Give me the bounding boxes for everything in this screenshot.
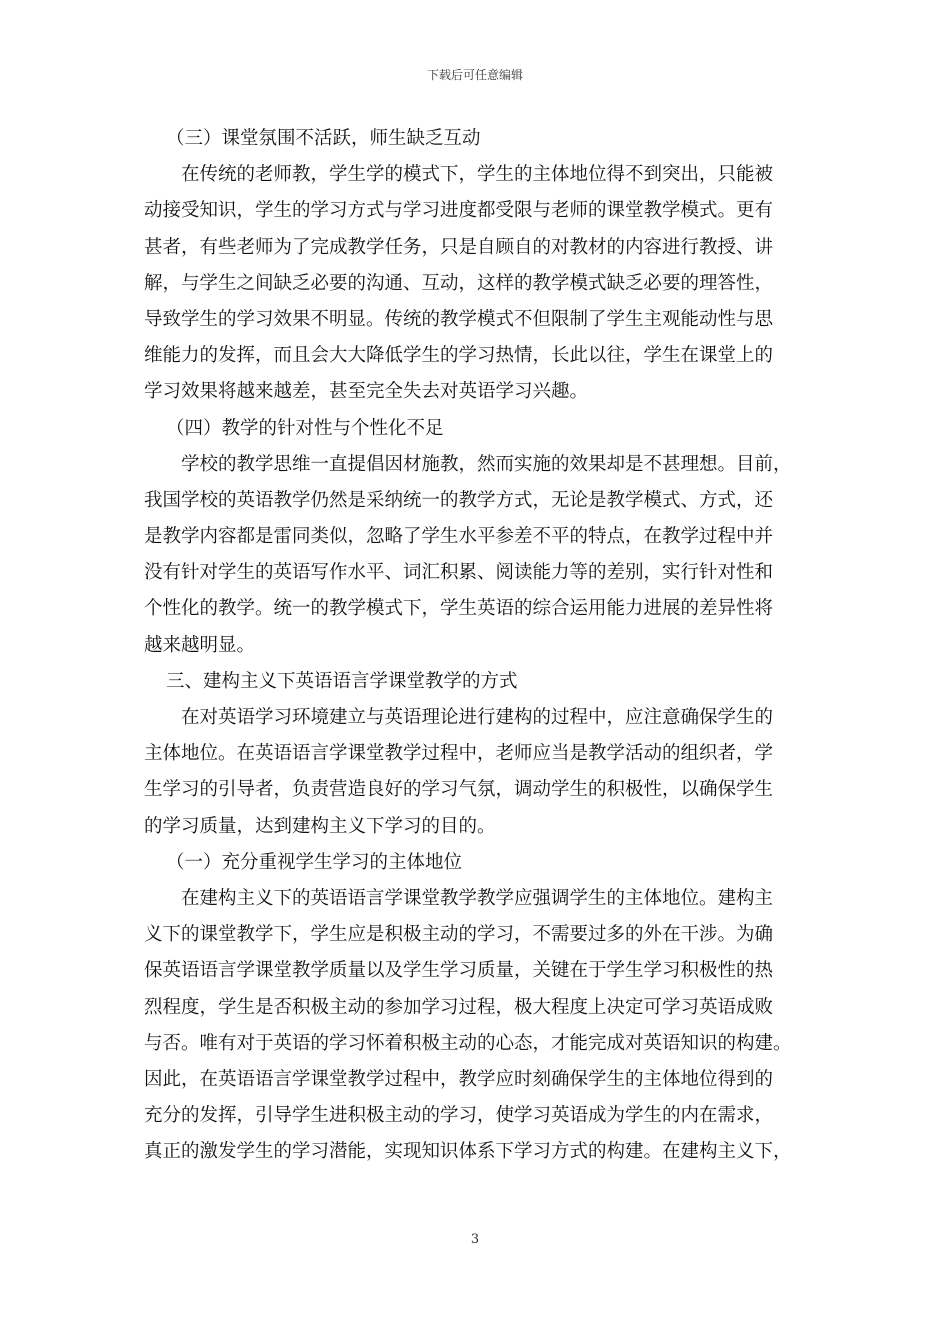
paragraph-line: 烈程度，学生是否积极主动的参加学习过程，极大程度上决定可学习英语成败	[144, 996, 774, 1018]
paragraph-line: 主体地位。在英语语言学课堂教学过程中，老师应当是教学活动的组织者，学	[144, 743, 774, 765]
paragraph-line: 在传统的老师教，学生学的模式下，学生的主体地位得不到突出，只能被	[181, 164, 774, 186]
paragraph-line: 生学习的引导者，负责营造良好的学习气氛，调动学生的积极性，以确保学生	[144, 779, 774, 801]
paragraph-line: 学习效果将越来越差，甚至完全失去对英语学习兴趣。	[144, 381, 589, 403]
paragraph-line: 义下的课堂教学下，学生应是积极主动的学习，不需要过多的外在干涉。为确	[144, 924, 774, 946]
paragraph-line: 我国学校的英语教学仍然是采纳统一的教学方式，无论是教学模式、方式，还	[144, 489, 774, 511]
page-number: 3	[470, 1232, 480, 1247]
paragraph-line: 在对英语学习环境建立与英语理论进行建构的过程中，应注意确保学生的	[181, 707, 774, 728]
paragraph-line: 的学习质量，达到建构主义下学习的目的。	[144, 815, 496, 837]
paragraph-line: 是教学内容都是雷同类似，忽略了学生水平参差不平的特点，在教学过程中并	[144, 526, 774, 548]
paragraph-line: 越来越明显。	[144, 634, 256, 656]
paragraph-line: 在建构主义下的英语语言学课堂教学教学应强调学生的主体地位。建构主	[181, 887, 774, 909]
paragraph-line: 真正的激发学生的学习潜能，实现知识体系下学习方式的构建。在建构主义下，	[144, 1141, 792, 1163]
paragraph-line: 维能力的发挥，而且会大大降低学生的学习热情，长此以往，学生在课堂上的	[144, 345, 774, 367]
page-header: 下载后可任意编辑	[426, 68, 523, 82]
paragraph-line: 没有针对学生的英语写作水平、词汇积累、阅读能力等的差别，实行针对性和	[144, 562, 774, 584]
section-heading: （一）充分重视学生学习的主体地位	[166, 851, 463, 873]
paragraph-line: 保英语语言学课堂教学质量以及学生学习质量，关键在于学生学习积极性的热	[144, 960, 774, 982]
paragraph-line: 解，与学生之间缺乏必要的沟通、互动，这样的教学模式缺乏必要的理答性，	[144, 272, 774, 294]
section-heading: （三）课堂氛围不活跃，师生缺乏互动	[166, 128, 481, 149]
paragraph-line: 导致学生的学习效果不明显。传统的教学模式不但限制了学生主观能动性与思	[144, 308, 774, 330]
paragraph-line: 与否。唯有对于英语的学习怀着积极主动的心态，才能完成对英语知识的构建。	[144, 1032, 792, 1054]
paragraph-line: 因此，在英语语言学课堂教学过程中，教学应时刻确保学生的主体地位得到的	[144, 1068, 774, 1090]
paragraph-line: 动接受知识，学生的学习方式与学习进度都受限与老师的课堂教学模式。更有	[144, 200, 774, 222]
document-body	[144, 121, 824, 1170]
paragraph-line: 个性化的教学。统一的教学模式下，学生英语的综合运用能力进展的差异性将	[144, 598, 774, 620]
paragraph-line: 充分的发挥，引导学生进积极主动的学习，使学习英语成为学生的内在需求，	[144, 1105, 774, 1127]
section-heading: 三、建构主义下英语语言学课堂教学的方式	[166, 670, 518, 692]
paragraph-line: 学校的教学思维一直提倡因材施教，然而实施的效果却是不甚理想。目前，	[181, 453, 792, 475]
section-heading: （四）教学的针对性与个性化不足	[166, 417, 444, 439]
paragraph-line: 甚者，有些老师为了完成教学任务，只是自顾自的对教材的内容进行教授、讲	[144, 236, 774, 258]
